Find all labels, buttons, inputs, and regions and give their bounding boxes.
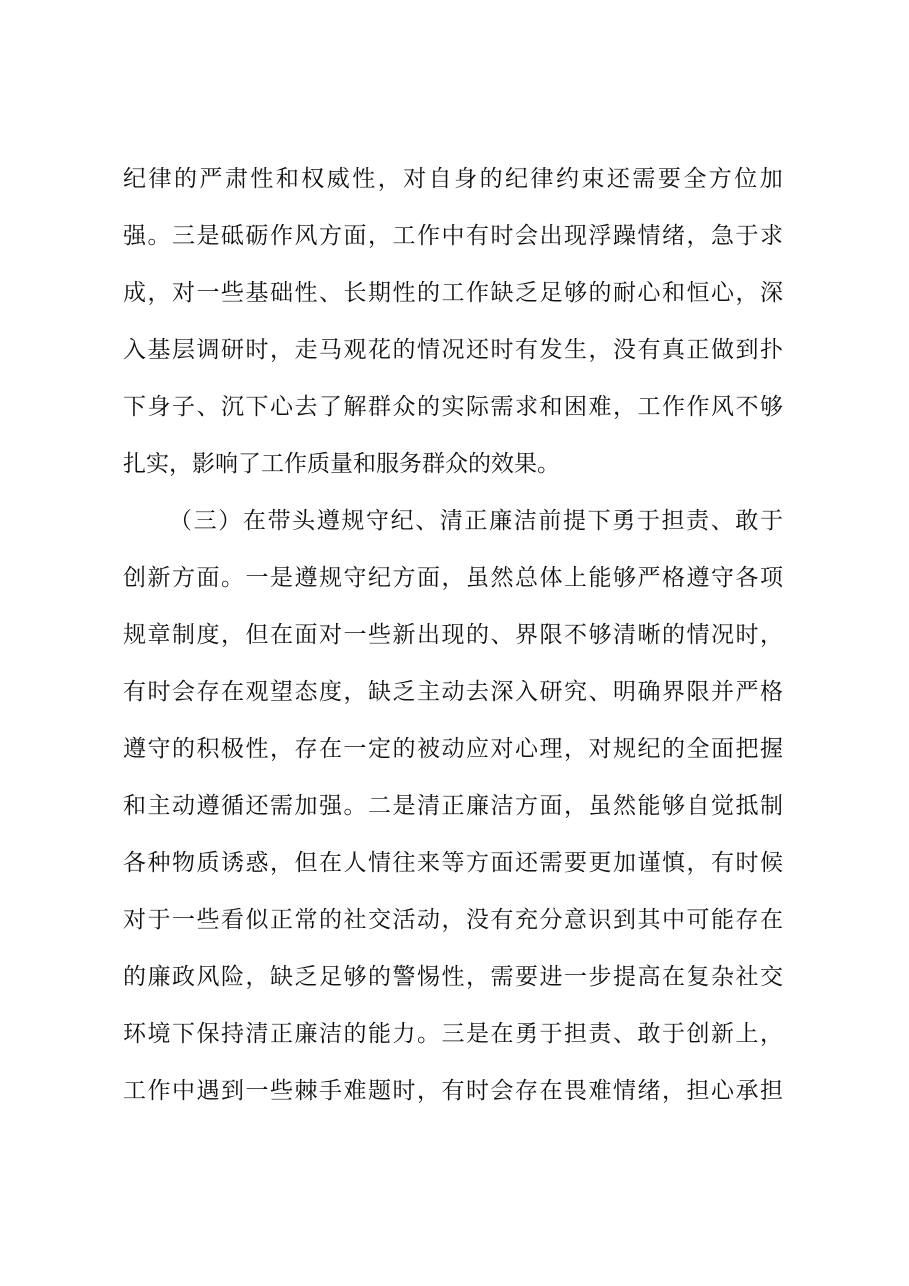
text-line: 和 主 动 遵 循 还 需 加 强 。 二 是 清 正 廉 洁 方 面 ， 虽 然 能 够 自 觉 抵 制 <box>123 793 783 819</box>
text-line: 入 基 层 调 研 时 ， 走 马 观 花 的 情 况 还 时 有 发 生 ， 没 有 真 正 做 到 扑 <box>123 337 783 363</box>
text-line: 成 ， 对 一 些 基 础 性 、 长 期 性 的 工 作 缺 乏 足 够 的 耐 心 和 恒 心 ， 深 <box>123 280 783 306</box>
text-line: 的 廉 政 风 险 ， 缺 乏 足 够 的 警 惕 性 ， 需 要 进 一 步 提 高 在 复 杂 社 交 <box>123 964 783 990</box>
text-line: 创 新 方 面 。 一 是 遵 规 守 纪 方 面 ， 虽 然 总 体 上 能 够 严 格 遵 守 各 项 <box>123 565 783 591</box>
text-line: 纪 律 的 严 肃 性 和 权 威 性 ， 对 自 身 的 纪 律 约 束 还 需 要 全 方 位 加 <box>123 166 783 192</box>
text-line: 各 种 物 质 诱 惑 ， 但 在 人 情 往 来 等 方 面 还 需 要 更 加 谨 慎 ， 有 时 候 <box>123 850 783 876</box>
text-line: 强 。 三 是 砥 砺 作 风 方 面 ， 工 作 中 有 时 会 出 现 浮 躁 情 绪 ， 急 于 求 <box>123 223 783 249</box>
text-line: 规 章 制 度 ， 但 在 面 对 一 些 新 出 现 的 、 界 限 不 够 清 晰 的 情 况 时 ， <box>123 622 783 648</box>
text-line: 环 境 下 保 持 清 正 廉 洁 的 能 力 。 三 是 在 勇 于 担 责 、 敢 于 创 新 上 ， <box>123 1021 783 1047</box>
text-line: （ 三 ） 在 带 头 遵 规 守 纪 、 清 正 廉 洁 前 提 下 勇 于 担 责 、 敢 于 <box>169 508 783 534</box>
text-line: 对 于 一 些 看 似 正 常 的 社 交 活 动 ， 没 有 充 分 意 识 到 其 中 可 能 存 在 <box>123 907 783 933</box>
text-line: 遵 守 的 积 极 性 ， 存 在 一 定 的 被 动 应 对 心 理 ， 对 规 纪 的 全 面 把 握 <box>123 736 783 762</box>
text-line: 扎 实 ， 影 响 了 工 作 质 量 和 服 务 群 众 的 效 果 。 <box>123 451 560 477</box>
text-line: 下 身 子 、 沉 下 心 去 了 解 群 众 的 实 际 需 求 和 困 难 ， 工 作 作 风 不 够 <box>123 394 783 420</box>
body-text <box>123 164 783 1133</box>
text-line: 有 时 会 存 在 观 望 态 度 ， 缺 乏 主 动 去 深 入 研 究 、 明 确 界 限 并 严 格 <box>123 679 783 705</box>
text-line: 工 作 中 遇 到 一 些 棘 手 难 题 时 ， 有 时 会 存 在 畏 难 情 绪 ， 担 心 承 担 <box>123 1078 783 1104</box>
